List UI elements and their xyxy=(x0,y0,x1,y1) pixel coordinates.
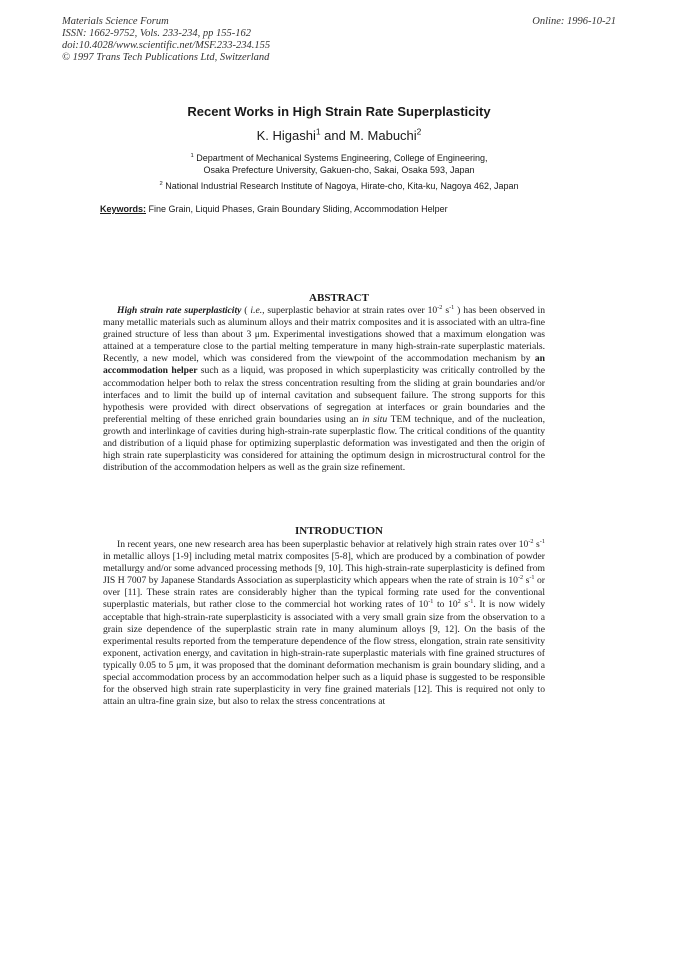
exponent: -1 xyxy=(449,303,455,311)
affil-2-marker: 2 xyxy=(159,181,163,187)
citation-block xyxy=(62,16,270,64)
affiliation-1 xyxy=(0,152,678,176)
author-2-affil-marker: 2 xyxy=(416,126,422,137)
intro-text: to 10 xyxy=(433,599,458,611)
issn-line: ISSN: 1662-9752, Vols. 233-234, pp 155-162 xyxy=(62,28,251,39)
author-line xyxy=(0,128,678,143)
abstract-italic: in situ xyxy=(362,413,388,425)
abstract-text: ) has been observed in many metallic materials such as aluminum alloys and their matrix composites and it is associated with an ultra-fine grained structure of less than about 3 μm. Experimental investigations showed that a maximum elongation was attained at a temperature close to the partial melting temperature in many high-strain-rate superplastic materials. Recently, a new model, which was considered from the viewpoint of the accommodation mechanism by xyxy=(103,305,545,365)
exponent: -1 xyxy=(428,598,434,606)
exponent: -2 xyxy=(528,537,534,545)
keywords-list: Fine Grain, Liquid Phases, Grain Boundary Sliding, Accommodation Helper xyxy=(146,204,448,214)
intro-text: In recent years, one new research area has been superplastic behavior at relatively high strain rates over 10 xyxy=(117,539,529,550)
intro-text: or over [11]. These strain rates are considerably higher than the typical forming rate used for the conventional superplastic materials, but rather close to the commercial hot working rates of 10 xyxy=(103,575,545,611)
intro-text: in metallic alloys [1-9] including metal matrix composites [5-8], which are produced by a combination of powder metallurgy and/or some advanced processing methods [9, 10]. This high-strain-rate superplasticity is defined from JIS H 7007 by Japanese Standards Association as superplasticity which appears when the rate of strain is 10 xyxy=(103,551,545,587)
intro-text: s xyxy=(460,599,469,611)
affiliation-2 xyxy=(0,180,678,192)
affil-1-line-1: Department of Mechanical Systems Engineering, College of Engineering, xyxy=(193,153,488,163)
intro-text: . It is now widely acceptable that high-strain-rate superplasticity is associated with a very small grain size from the observation to a grain size dependence of the superplastic strain rate in many aluminum alloys [9, 12]. On the basis of the experimental results reported from the temperature dependence of the flow stress, elongation, strain rate sensitivity exponent, activation energy, and cavitation in high-strain-rate superplastic materials with fine grained structures of typically 0.05 to 5 μm, it was proposed that the dominant deformation mechanism is grain boundary sliding, and a special accommodation process by an accommodation helper such as a liquid phase is suggested to be responsible for the observed high strain rate superplasticity in very fine grained materials [12]. This is required not only to attain an ultra-fine grain size, but also to relax the stress concentrations at xyxy=(103,599,545,708)
exponent: -2 xyxy=(437,303,443,311)
copyright-line: © 1997 Trans Tech Publications Ltd, Switzerland xyxy=(62,52,270,63)
affil-1-line-2: Osaka Prefecture University, Gakuen-cho, Sakai, Osaka 593, Japan xyxy=(203,165,475,175)
exponent: 2 xyxy=(457,598,461,606)
exponent: -1 xyxy=(468,598,474,606)
doi-line: doi:10.4028/www.scientific.net/MSF.233-234.155 xyxy=(62,40,271,51)
exponent: -1 xyxy=(539,537,545,545)
author-1: K. Higashi xyxy=(256,128,316,143)
abstract-text: s xyxy=(442,305,450,316)
introduction-heading: INTRODUCTION xyxy=(294,525,383,537)
intro-text: s xyxy=(523,575,530,587)
keywords-label: Keywords: xyxy=(100,204,147,214)
abstract-text: superplastic behavior at strain rates over 10 xyxy=(264,305,438,316)
abstract-text: i.e., xyxy=(250,305,265,316)
paper-title: Recent Works in High Strain Rate Superplasticity xyxy=(187,104,491,119)
abstract-text: ( xyxy=(241,305,251,316)
affil-1-marker: 1 xyxy=(190,153,194,159)
introduction-body xyxy=(103,539,545,708)
exponent: -2 xyxy=(517,574,524,582)
keywords xyxy=(100,204,448,214)
abstract-body xyxy=(103,305,545,474)
abstract-heading: ABSTRACT xyxy=(309,292,369,304)
abstract-text: TEM technique, and of the nucleation, growth and interlinkage of cavities during high-strain-rate superplastic flow. The critical conditions of the quantity and distribution of a liquid phase for optimizing superplastic deformation was investigated and then the origin of high strain rate superplasticity was considered for attaining the optimum design in microstructural control for the distribution of the accommodation helpers as well as the grain size refinement. xyxy=(103,413,545,474)
author-1-affil-marker: 1 xyxy=(315,126,321,137)
intro-text: s xyxy=(533,539,540,550)
online-date: Online: 1996-10-21 xyxy=(532,16,616,27)
journal-name: Materials Science Forum xyxy=(62,16,169,27)
exponent: -1 xyxy=(529,574,535,582)
abstract-lead: High strain rate superplasticity xyxy=(117,305,242,316)
affil-2-line: National Industrial Research Institute of Nagoya, Hirate-cho, Kita-ku, Nagoya 462, Japan xyxy=(162,181,519,191)
author-2: and M. Mabuchi xyxy=(320,128,417,143)
abstract-emphasis: an accommodation helper xyxy=(103,353,545,377)
abstract-text: such as a liquid, was proposed in which superplasticity was critically controlled by the accommodation helper both to relax the stress concentration resulting from the sliding at grain boundaries and/or interfaces and to limit the build up of internal cavitation and subsequent failure. The strong supports for this hypothesis were provided with direct observations of segregation at interfaces or grain boundaries and the preferential melting of these enriched grain boundaries using an xyxy=(103,365,545,425)
